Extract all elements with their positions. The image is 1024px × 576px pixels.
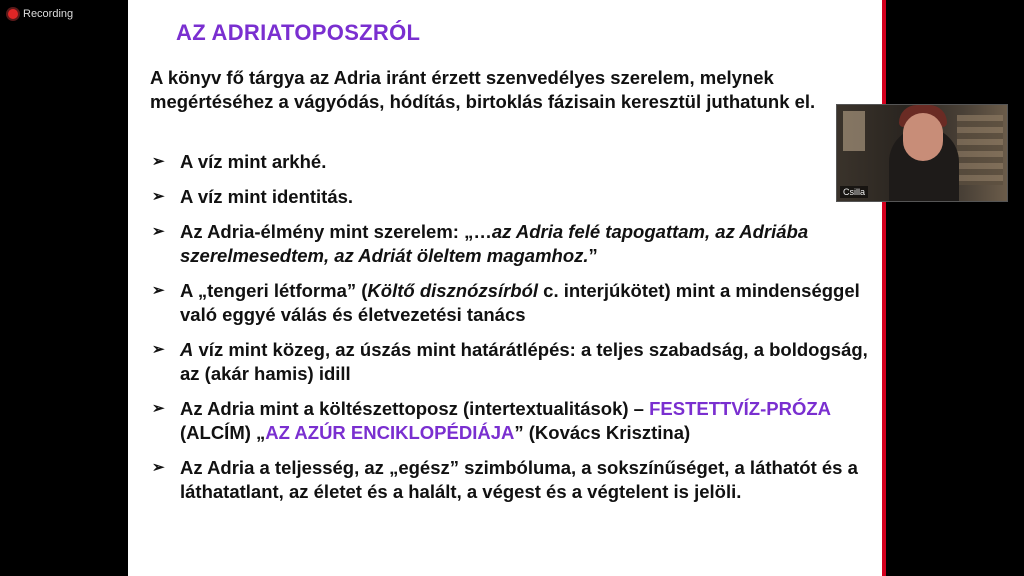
arrow-bullet-icon: ➢ [152, 400, 165, 417]
bullet-text: A „tengeri létforma” ( [180, 280, 368, 301]
book-title-italic: Költő disznózsírból [367, 280, 539, 301]
subtitle-highlight: FESTETTVÍZ-PRÓZA [649, 398, 831, 419]
bullet-text: Az Adria mint a költészettoposz (intertextualitások) – [180, 398, 650, 419]
bullet-text: c. interjúkötet) mint a mindenséggel való eggyé válás és életvezetési tanács [180, 280, 860, 325]
participant-video-tile[interactable] [836, 104, 1008, 202]
bullet-item [150, 220, 876, 268]
arrow-bullet-icon: ➢ [152, 153, 165, 170]
bullet-item [150, 185, 876, 209]
slide-intro: A könyv fő tárgya az Adria iránt érzett szenvedélyes szerelem, melynek megértéséhez a vágyódás, hódítás, birtoklás fázisain keresztül juthatunk el. [150, 67, 816, 112]
bullet-text: víz mint közeg, az úszás mint határátlépés: a teljes szabadság, a boldogság, az (akár hamis) idill [180, 339, 868, 384]
bullet-text: ” [588, 245, 598, 266]
bullet-text: (ALCÍM) „ [180, 422, 266, 443]
bullet-text: Az Adria-élmény mint szerelem: „… [180, 221, 492, 242]
background-lamp [843, 111, 865, 151]
participant-face [903, 113, 943, 161]
background-shelf [957, 115, 1003, 185]
bullet-text: ” (Kovács Krisztina) [514, 422, 691, 443]
presentation-slide [128, 0, 882, 576]
bullet-text: Az Adria a teljesség, az „egész” szimbóluma, a sokszínűséget, a láthatót és a láthatatlant, az életet és a halált, a végest és a végtelent is jelöli. [180, 457, 858, 502]
bullet-text-italic: A [180, 339, 194, 360]
arrow-bullet-icon: ➢ [152, 459, 165, 476]
slide-title: AZ ADRIATOPOSZRÓL [176, 20, 421, 45]
recording-dot-icon [8, 9, 18, 19]
bullet-item [150, 338, 876, 386]
recording-label: Recording [23, 8, 74, 20]
bullet-item [150, 279, 876, 327]
bullet-text: A víz mint identitás. [180, 186, 354, 207]
encyclopedia-highlight: AZ AZÚR ENCIKLOPÉDIÁJA [265, 422, 515, 443]
arrow-bullet-icon: ➢ [152, 188, 165, 205]
bullet-list [150, 150, 876, 515]
bullet-item [150, 456, 876, 504]
slide-accent-bar [882, 0, 886, 576]
bullet-item [150, 397, 876, 445]
quote-italic: az Adria felé tapogattam, az Adriába szerelmesedtem, az Adriát öleltem magamhoz. [180, 221, 809, 266]
recording-indicator [8, 8, 73, 20]
arrow-bullet-icon: ➢ [152, 223, 165, 240]
arrow-bullet-icon: ➢ [152, 282, 165, 299]
participant-name: Csilla [840, 186, 868, 198]
bullet-item [150, 150, 876, 174]
bullet-text: A víz mint arkhé. [180, 151, 327, 172]
arrow-bullet-icon: ➢ [152, 341, 165, 358]
